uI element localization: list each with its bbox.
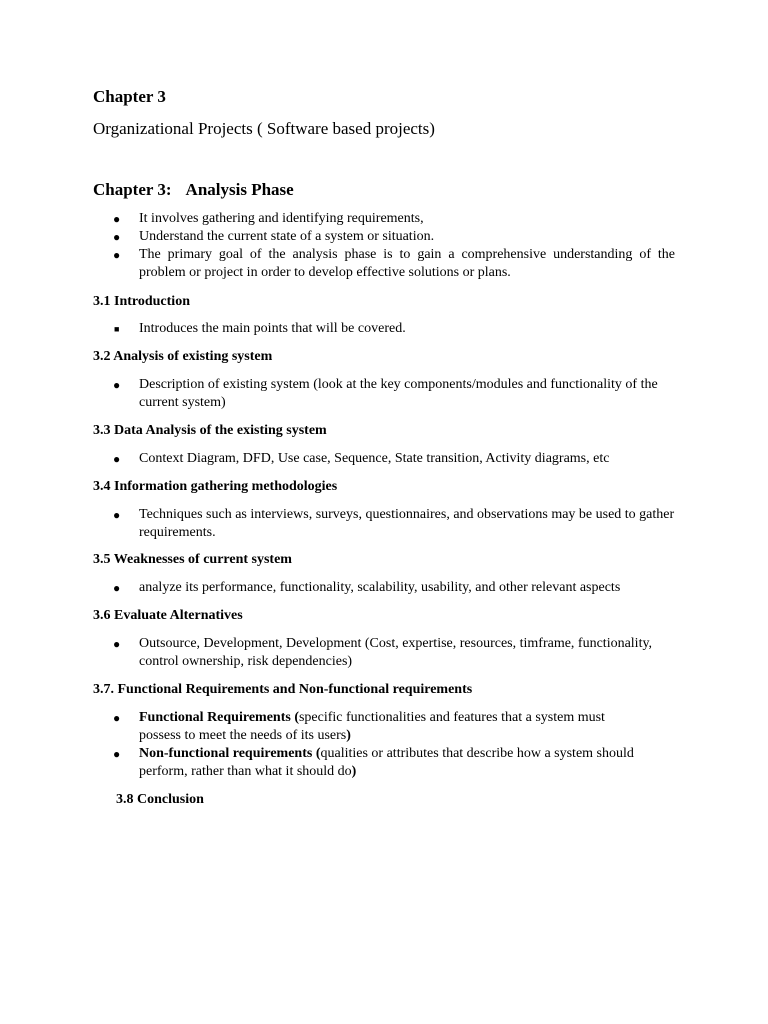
section-heading-3-8: 3.8 Conclusion: [116, 792, 204, 807]
chapter-title: [93, 180, 294, 200]
bullet-icon: ●: [113, 248, 121, 262]
section-3-2-list: [110, 376, 675, 412]
bullet-icon: ●: [113, 508, 121, 522]
list-item: ● Understand the current state of a system or situation.: [113, 229, 435, 244]
square-bullet-icon: ■: [114, 324, 120, 334]
section-3-6-list: [110, 635, 675, 671]
section-3-4-list: [110, 506, 675, 542]
list-item: ● Functional Requirements (specific functionalities and features that a system must possess to meet the needs of its users): [113, 710, 605, 743]
section-3-7-list: [110, 709, 645, 781]
list-item: ● analyze its performance, functionality, scalability, usability, and other relevant aspects: [113, 580, 621, 595]
list-item: ● Context Diagram, DFD, Use case, Sequence, State transition, Activity diagrams, etc: [113, 451, 610, 466]
chapter-title-name: Analysis Phase: [185, 180, 294, 199]
section-heading-3-1: 3.1 Introduction: [93, 294, 190, 309]
bullet-icon: ●: [113, 452, 121, 466]
chapter-subtitle: Organizational Projects ( Software based projects): [93, 119, 435, 138]
list-item: ● Techniques such as interviews, surveys, questionnaires, and observations may be used to gather requirements.: [113, 507, 675, 540]
section-3-1-list: [110, 320, 675, 338]
list-item: ● It involves gathering and identifying requirements,: [113, 211, 424, 226]
section-heading-3-4: 3.4 Information gathering methodologies: [93, 479, 338, 494]
section-heading-3-6: 3.6 Evaluate Alternatives: [93, 608, 243, 623]
list-item: ● The primary goal of the analysis phase is to gain a comprehensive understanding of the problem or project in order to develop effective solutions or plans.: [113, 247, 675, 280]
requirement-term: Non-functional requirements: [139, 746, 313, 761]
bullet-icon: ●: [113, 230, 121, 244]
bullet-icon: ●: [113, 581, 121, 595]
bullet-icon: ●: [113, 711, 121, 725]
list-item: ● Non-functional requirements (qualities or attributes that describe how a system should perform, rather than what it should do): [113, 746, 634, 779]
list-item: ■ Introduces the main points that will be covered.: [114, 321, 406, 336]
section-3-3-list: [110, 450, 675, 468]
list-item: ● Description of existing system (look at the key components/modules and functionality of the current system): [113, 377, 658, 410]
bullet-icon: ●: [113, 637, 121, 651]
bullet-icon: ●: [113, 378, 121, 392]
bullet-icon: ●: [113, 212, 121, 226]
section-heading-3-7: 3.7. Functional Requirements and Non-functional requirements: [93, 682, 473, 697]
requirement-term: Functional Requirements: [139, 710, 291, 725]
bullet-icon: ●: [113, 747, 121, 761]
section-heading-3-5: 3.5 Weaknesses of current system: [93, 552, 292, 567]
chapter-label: Chapter 3: [93, 87, 166, 106]
intro-bullet-list: [110, 210, 675, 282]
list-item: ● Outsource, Development, Development (Cost, expertise, resources, timframe, functionality, control ownership, risk dependencies): [113, 636, 653, 669]
section-3-5-list: [110, 579, 675, 597]
chapter-title-prefix: Chapter 3:: [93, 180, 172, 199]
section-heading-3-2: 3.2 Analysis of existing system: [93, 349, 273, 364]
section-heading-3-3: 3.3 Data Analysis of the existing system: [93, 423, 327, 438]
